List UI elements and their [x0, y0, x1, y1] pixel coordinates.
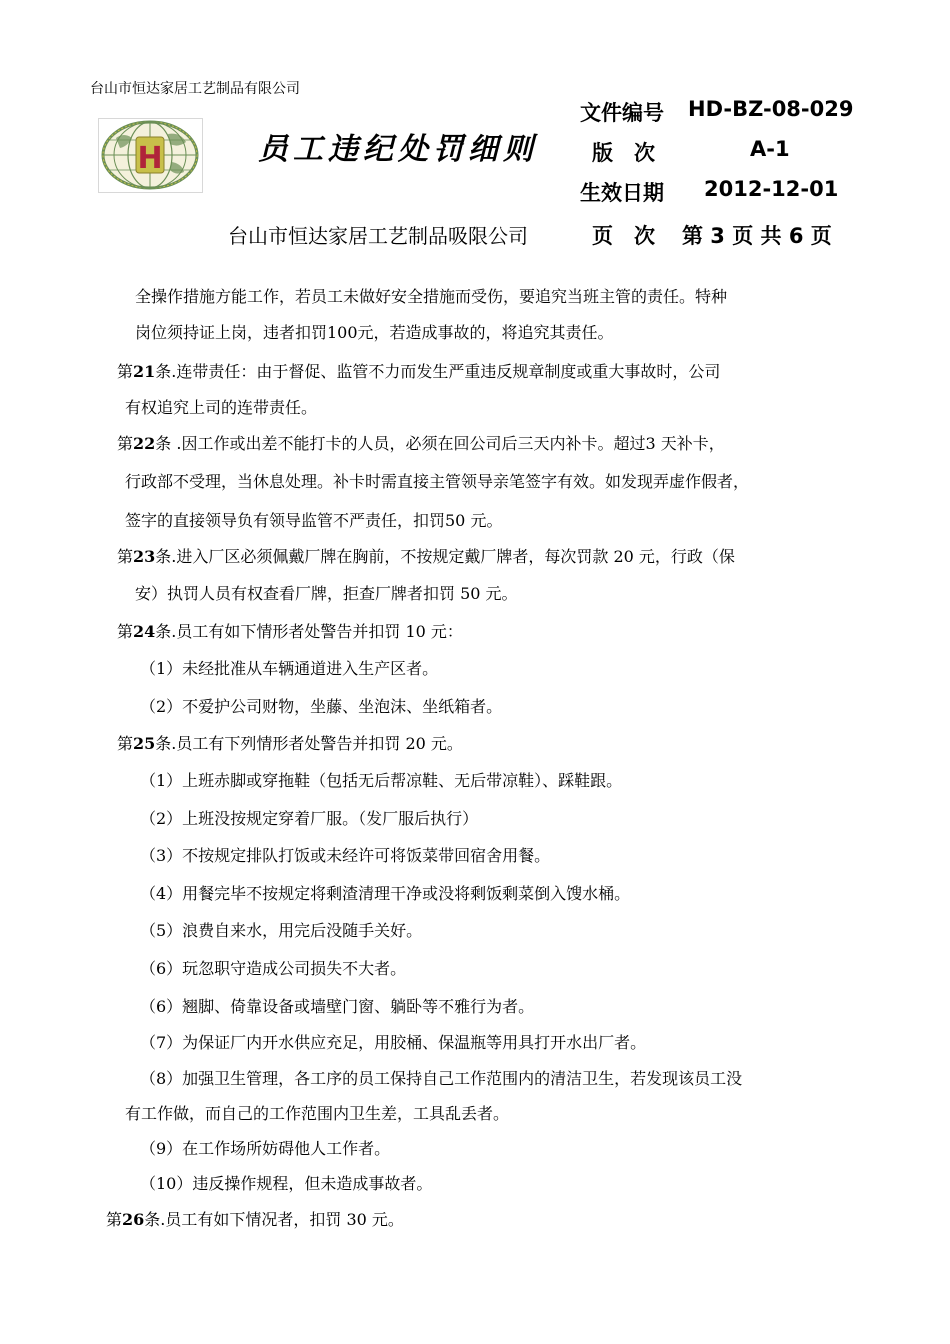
article-number: 23 — [133, 547, 156, 566]
page-number: 第 3 页 共 6 页 — [682, 224, 832, 248]
article-prefix: 第 — [117, 622, 134, 641]
article-25 — [117, 734, 463, 754]
list-item: （5）浪费自来水，用完后没随手关好。 — [140, 921, 423, 940]
article-number: 22 — [133, 434, 156, 453]
effective-date-value: 2012-12-01 — [704, 177, 839, 201]
article-prefix: 第 — [106, 1210, 123, 1229]
article-text: 连带责任：由于督促、监管不力而发生严重违反规章制度或重大事故时，公司 — [176, 362, 721, 381]
paragraph-line: 岗位须持证上岗，违者扣罚100元，若造成事故的，将追究其责任。 — [135, 323, 614, 342]
list-item-cont: 有工作做，而自己的工作范围内卫生差，工具乱丢者。 — [125, 1104, 510, 1123]
article-prefix: 第 — [117, 734, 134, 753]
article-22 — [117, 434, 725, 454]
article-suffix: 条. — [155, 362, 177, 381]
list-item: （1）上班赤脚或穿拖鞋（包括无后帮凉鞋、无后带凉鞋）、踩鞋跟。 — [140, 771, 623, 790]
article-text: 进入厂区必须佩戴厂牌在胸前，不按规定戴厂牌者，每次罚款 20 元，行政（保 — [176, 547, 735, 566]
article-22-cont: 行政部不受理，当休息处理。补卡时需直接主管领导亲笔签字有效。如发现弄虚作假者， — [125, 472, 750, 491]
list-item: （8）加强卫生管理，各工序的员工保持自己工作范围内的清洁卫生，若发现该员工没 — [140, 1069, 743, 1088]
company-logo-icon — [98, 118, 203, 193]
article-suffix: 条. — [144, 1210, 166, 1229]
document-title: 员工违纪处罚细则 — [258, 132, 538, 167]
article-26 — [106, 1210, 404, 1230]
company-name-sub: 台山市恒达家居工艺制品吸限公司 — [228, 224, 528, 248]
effective-date-label: 生效日期 — [580, 181, 664, 205]
article-prefix: 第 — [117, 362, 134, 381]
doc-number-value: HD-BZ-08-029 — [688, 97, 854, 121]
doc-number-label: 文件编号 — [580, 101, 664, 125]
article-23-cont: 安）执罚人员有权查看厂牌，拒查厂牌者扣罚 50 元。 — [135, 584, 518, 603]
company-name-top: 台山市恒达家居工艺制品有限公司 — [90, 81, 300, 97]
article-suffix: 条. — [155, 622, 177, 641]
list-item: （1）未经批准从车辆通道进入生产区者。 — [140, 659, 439, 678]
article-suffix: 条 — [155, 434, 172, 453]
list-item: （6）玩忽职守造成公司损失不大者。 — [140, 959, 407, 978]
list-item: （2）上班没按规定穿着厂服。（发厂服后执行） — [140, 809, 479, 828]
logo-letter: H — [137, 141, 163, 176]
article-prefix: 第 — [117, 434, 134, 453]
list-item: （7）为保证厂内开水供应充足，用胶桶、保温瓶等用具打开水出厂者。 — [140, 1033, 647, 1052]
list-item: （10）违反操作规程，但未造成事故者。 — [140, 1174, 433, 1193]
article-text: 员工有如下情形者处警告并扣罚 10 元： — [176, 622, 463, 641]
article-number: 24 — [133, 622, 156, 641]
article-suffix: 条. — [155, 734, 177, 753]
list-item: （9）在工作场所妨碍他人工作者。 — [140, 1139, 391, 1158]
list-item: （4）用餐完毕不按规定将剩渣清理干净或没将剩饭剩菜倒入馊水桶。 — [140, 884, 631, 903]
article-21 — [117, 362, 720, 382]
paragraph-line: 全操作措施方能工作，若员工未做好安全措施而受伤，要追究当班主管的责任。特种 — [135, 287, 728, 306]
article-22-cont: 签字的直接领导负有领导监管不严责任，扣罚50 元。 — [125, 511, 503, 530]
article-23 — [117, 547, 735, 567]
list-item: （6）翘脚、倚靠设备或墙壁门窗、躺卧等不雅行为者。 — [140, 997, 535, 1016]
version-value: A-1 — [750, 137, 790, 161]
article-prefix: 第 — [117, 547, 134, 566]
article-number: 21 — [133, 362, 156, 381]
page-label: 页 次 — [592, 224, 655, 248]
article-number: 26 — [122, 1210, 145, 1229]
list-item: （3）不按规定排队打饭或未经许可将饭菜带回宿舍用餐。 — [140, 846, 551, 865]
article-text: 员工有下列情形者处警告并扣罚 20 元。 — [176, 734, 463, 753]
article-suffix: 条. — [155, 547, 177, 566]
article-21-cont: 有权追究上司的连带责任。 — [125, 398, 318, 417]
version-label: 版 次 — [592, 141, 655, 165]
article-text: .因工作或出差不能打卡的人员，必须在回公司后三天内补卡。超过3 天补卡， — [176, 434, 725, 453]
article-text: 员工有如下情况者，扣罚 30 元。 — [165, 1210, 404, 1229]
article-24 — [117, 622, 463, 642]
article-number: 25 — [133, 734, 156, 753]
list-item: （2）不爱护公司财物，坐藤、坐泡沫、坐纸箱者。 — [140, 697, 503, 716]
